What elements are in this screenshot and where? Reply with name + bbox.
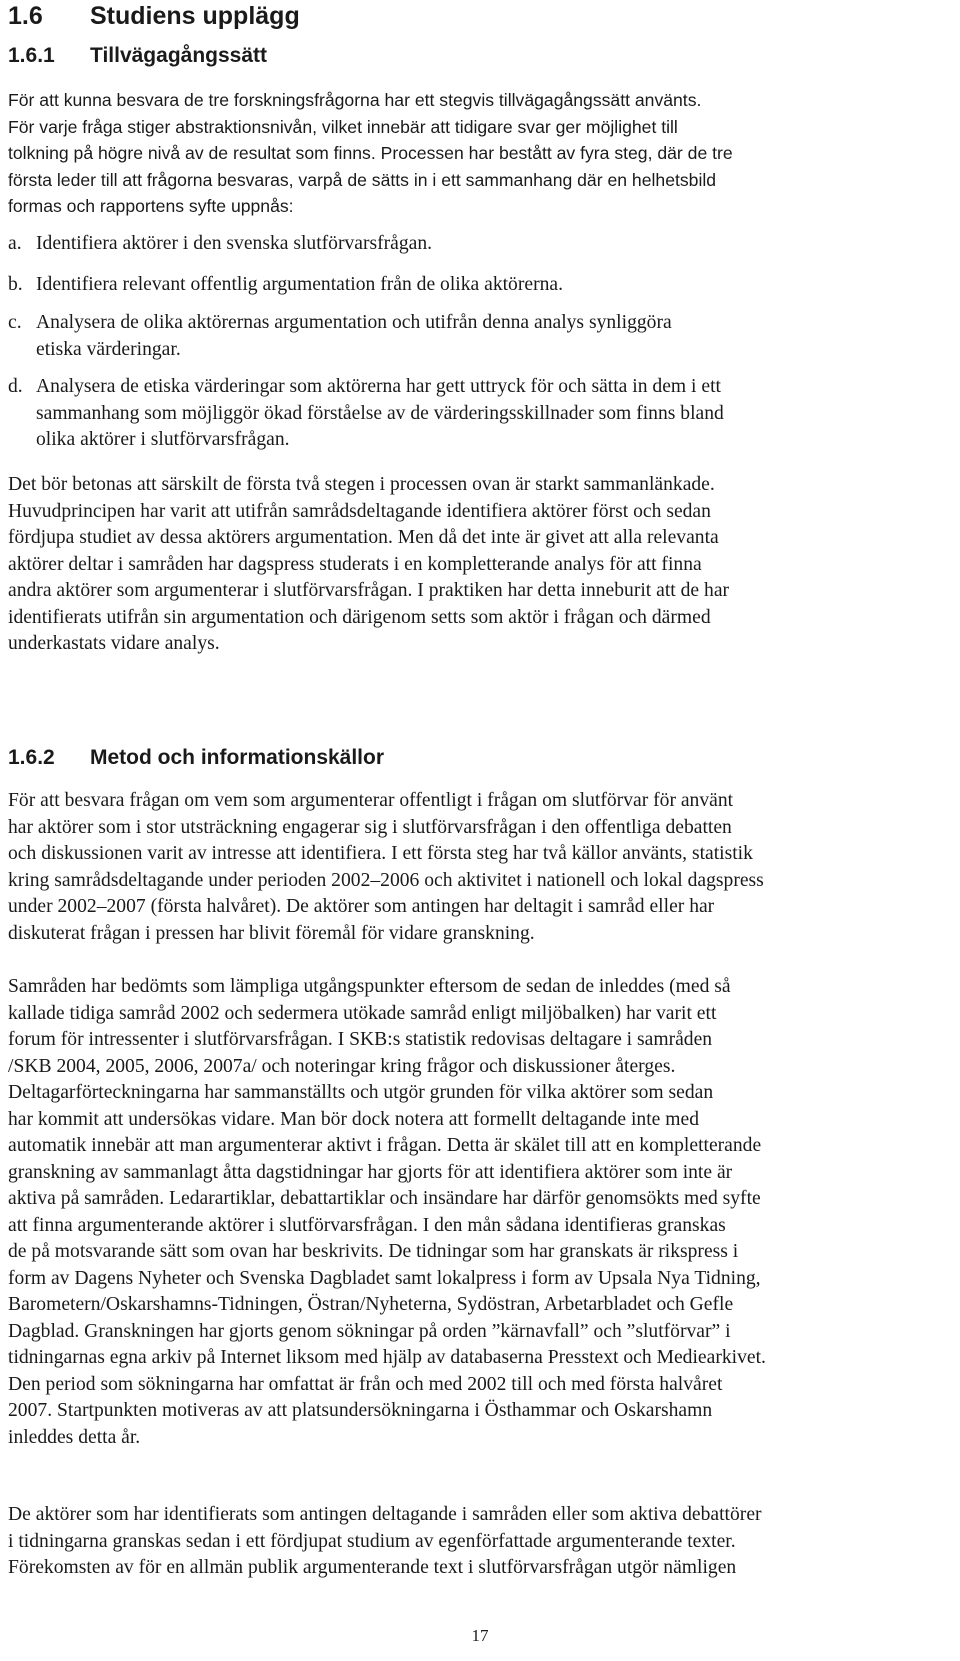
text-line: Analysera de olika aktörernas argumentation och utifrån denna analys synliggöra <box>36 312 672 333</box>
text-line: aktiva på samråden. Ledarartiklar, debattartiklar och insändare har därför genomsökts med syfte <box>8 1188 761 1209</box>
step-marker: a. <box>8 233 22 254</box>
text-line: Förekomsten av för en allmän publik argumenterande text i slutförvarsfrågan utgör nämligen <box>8 1557 737 1578</box>
text-line: har kommit att undersökas vidare. Man bör dock notera att formellt deltagande inte med <box>8 1108 700 1130</box>
text-line: Den period som sökningarna har omfattat är från och med 2002 till och med första halvåret <box>8 1373 723 1395</box>
text-line: olika aktörer i slutförvarsfrågan. <box>36 429 290 450</box>
text-line: Deltagarförteckningarna har sammanställts och utgör grunden för vilka aktörer som sedan <box>8 1082 714 1103</box>
text-line: andra aktörer som argumenterar i slutförvarsfrågan. I praktiken har detta inneburit att de har <box>8 580 730 601</box>
text-line: granskning av sammanlagt åtta dagstidningar har gjorts för att identifiera aktörer som inte är <box>8 1161 733 1183</box>
text-line: För att besvara frågan om vem som argumenterar offentligt i frågan om slutförvar för använt <box>8 790 734 811</box>
text-line: formas och rapportens syfte uppnås: <box>8 196 294 216</box>
subsection-number-1: 1.6.1 <box>8 44 55 67</box>
text-line: under 2002–2007 (första halvåret). De aktörer som antingen har deltagit i samråd eller har <box>8 896 715 917</box>
text-line: De aktörer som har identifierats som antingen deltagande i samråden eller som aktiva debattörer <box>8 1504 762 1525</box>
section-title: Studiens upplägg <box>90 2 300 30</box>
step-text <box>36 374 952 454</box>
paragraph-method-intro <box>8 788 952 947</box>
text-line: automatik innebär att man argumenterar aktivt i frågan. Detta är skälet till att en kompletterande <box>8 1135 762 1156</box>
step-marker: c. <box>8 312 22 333</box>
step-text <box>36 231 952 258</box>
step-text <box>36 272 952 299</box>
text-line: Huvudprincipen har varit att utifrån samrådsdeltagande identifiera aktörer först och sedan <box>8 500 711 522</box>
text-line: Analysera de etiska värderingar som aktörerna har gett uttryck för och sätta in dem i ett <box>36 376 721 397</box>
subsection-title-1: Tillvägagångssätt <box>90 44 268 67</box>
text-line: Identifiera aktörer i den svenska slutförvarsfrågan. <box>36 233 433 254</box>
section-number: 1.6 <box>8 2 43 30</box>
text-line: kallade tidiga samråd 2002 och sedermera utökade samråd enligt miljöbalken) har varit ett <box>8 1002 717 1024</box>
text-line: form av Dagens Nyheter och Svenska Dagbladet samt lokalpress i form av Upsala Nya Tidning, <box>8 1267 761 1289</box>
text-line: identifierats utifrån sin argumentation och därigenom setts som aktör i frågan och därmed <box>8 606 711 628</box>
text-line: de på motsvarande sätt som ovan har beskrivits. De tidningar som har granskats är rikspress i <box>8 1241 739 1262</box>
section-heading <box>8 2 300 31</box>
text-line: Dagblad. Granskningen har gjorts genom sökningar på orden ”kärnavfall” och ”slutförvar” i <box>8 1320 731 1342</box>
text-line: diskuterat frågan i pressen har blivit föremål för vidare granskning. <box>8 922 535 944</box>
text-line: För varje fråga stiger abstraktionsnivån, vilket innebär att tidigare svar ger möjlighet till <box>8 116 678 137</box>
text-line: Barometern/Oskarshamns-Tidningen, Östran/Nyheterna, Sydöstran, Arbetarbladet och Gefle <box>8 1294 734 1315</box>
subsection-number-2: 1.6.2 <box>8 746 55 769</box>
paragraph-identified-actors <box>8 1502 952 1582</box>
text-line: kring samrådsdeltagande under perioden 2002–2006 och aktivitet i nationell och lokal dagspress <box>8 869 764 891</box>
text-line: och diskussionen varit av intresse att identifiera. I ett första steg har två källor använts, statistik <box>8 843 753 864</box>
step-marker: d. <box>8 376 23 397</box>
text-line: För att kunna besvara de tre forskningsfrågorna har ett stegvis tillvägagångssätt använts. <box>8 90 702 110</box>
text-line: tidningarnas egna arkiv på Internet liksom med hjälp av databaserna Presstext och Mediearkivet. <box>8 1347 766 1368</box>
subsection-heading-2 <box>8 746 384 770</box>
text-line: aktörer deltar i samråden har dagspress studerats i en kompletterande analys för att finna <box>8 553 702 575</box>
step-marker: b. <box>8 274 23 295</box>
intro-paragraph <box>8 87 952 220</box>
text-line: sammanhang som möjliggör ökad förståelse av de värderingsskillnader som finns bland <box>36 402 724 424</box>
text-line: forum för intressenter i slutförvarsfrågan. I SKB:s statistik redovisas deltagare i samråden <box>8 1029 713 1050</box>
text-line: tolkning på högre nivå av de resultat som finns. Processen har bestått av fyra steg, där de tre <box>8 143 733 163</box>
text-line: /SKB 2004, 2005, 2006, 2007a/ och noteringar kring frågor och diskussioner återges. <box>8 1055 676 1077</box>
paragraph-process-note <box>8 472 952 658</box>
paragraph-consultations <box>8 974 952 1451</box>
text-line: fördjupa studiet av dessa aktörers argumentation. Men då det inte är givet att alla relevanta <box>8 527 719 548</box>
step-text <box>36 310 952 363</box>
text-line: underkastats vidare analys. <box>8 633 220 654</box>
text-line: etiska värderingar. <box>36 338 181 360</box>
subsection-title-2: Metod och informationskällor <box>90 746 385 769</box>
text-line: inleddes detta år. <box>8 1426 141 1448</box>
text-line: har aktörer som i stor utsträckning engagerar sig i slutförvarsfrågan i den offentliga debatten <box>8 816 732 838</box>
subsection-heading-1 <box>8 44 267 68</box>
page-number: 17 <box>471 1626 489 1645</box>
text-line: Identifiera relevant offentlig argumentation från de olika aktörerna. <box>36 274 563 295</box>
text-line: Samråden har bedömts som lämpliga utgångspunkter eftersom de sedan de inleddes (med så <box>8 976 731 997</box>
text-line: första leder till att frågorna besvaras, varpå de sätts in i ett sammanhang där en helhetsbild <box>8 169 717 190</box>
text-line: 2007. Startpunkten motiveras av att platsundersökningarna i Östhammar och Oskarshamn <box>8 1400 713 1421</box>
text-line: i tidningarna granskas sedan i ett fördjupat studium av egenförfattade argumenterande texter. <box>8 1530 736 1552</box>
text-line: Det bör betonas att särskilt de första två stegen i processen ovan är starkt sammanlänkade. <box>8 474 715 495</box>
text-line: att finna argumenterande aktörer i slutförvarsfrågan. I den mån sådana identifieras granskas <box>8 1214 726 1236</box>
